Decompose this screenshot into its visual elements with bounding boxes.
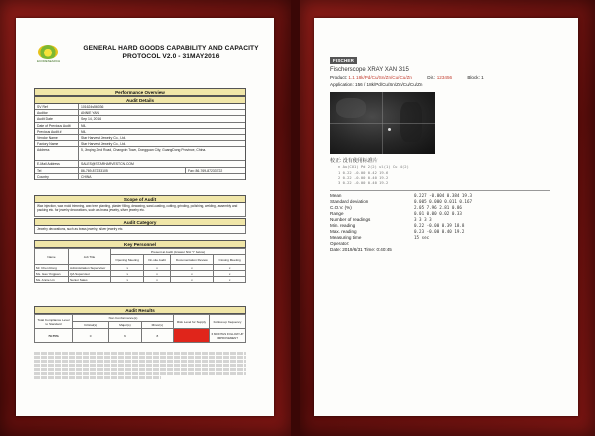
audit-results-header: Audit Results [34, 306, 246, 314]
table-row: Address 5, Jinqing 2nd Road, Changxin Town, Dongguan City, GuangDong Province, China. [35, 147, 245, 161]
table-row: Name Job Title Present at Audit (Answer N/A 'Y' below) [35, 249, 246, 255]
readings-columns: n Au(CU1) Pd 2(2) ul(1) Cu 4(2) [338, 164, 409, 169]
application-line: Application: 156 / 18k/Pd/Cu/Sn/Zn/Cu/Cu/Zn [330, 82, 423, 87]
scope-of-audit-header: Scope of Audit [34, 195, 246, 203]
audit-category-header: Audit Category [34, 218, 246, 226]
table-row: Country CHINA [35, 174, 245, 180]
operator-label: Operator: [330, 241, 350, 246]
table-row: SV Ref 101624s56036 [35, 104, 245, 110]
table-row: Total Compliance Level to Standard Non Conformance(s) Risk Level for Supply Follow-up frequency [35, 315, 246, 322]
table-row: Audit Date Sep 14, 2016 [35, 116, 245, 122]
table-row: Opening Meeting On-site Audit Documentation Review Closing Meeting [35, 255, 246, 265]
measurement-datetime: Date: 2019/6/31 Time: 0:40:45 [330, 247, 392, 252]
key-personnel-table [34, 248, 246, 283]
report-title [66, 45, 276, 61]
table-row: Mr. Chen Rong Administration Supervisor x x x x [35, 265, 246, 271]
instrument-name: Fischerscope XRAY XAN 315 [330, 67, 409, 73]
risk-level-indicator [174, 329, 210, 343]
reading-row: 1 0.22 -0.00 0.42 19.6 [338, 170, 389, 175]
table-row: Factory Name Star Harvest Jewelry Co., Ltd. [35, 141, 245, 147]
table-row: E-Mail Address SALES@STARHARVESTCN.COM [35, 161, 245, 167]
table-row: Previous Audit # NIL [35, 129, 245, 135]
table-row: Ms. Annie Lin Senior Sales x x x x [35, 277, 246, 283]
table-row: 79.75% 0 6 8 6 MONTHS FOLLOW UP IMPROVEMENT [35, 329, 246, 343]
product-line: Product: 1.1 18k/Pd/Cu/Sn/Zn/Cu/Cu/Zn Dir.: 123456 Block: 1 [330, 75, 484, 80]
footnote-block [34, 352, 246, 380]
audit-results-table [34, 314, 246, 343]
logo-emblem-icon [38, 45, 58, 59]
performance-overview-header: Performance Overview [34, 88, 246, 96]
report-title-line2: PROTOCOL V2.0 - 31MAY2016 [122, 53, 220, 60]
table-row: Auditor ANNIE YAN [35, 110, 245, 116]
company-logo [37, 45, 61, 65]
scope-of-audit-text: Wax injection, wax mold trimming, wax tree planting, plaster filling, dewaxing, sand-casting, cutting, grinding, polishing, welding, assembly and packing etc. for jewelry decorations, such as brass jewelry, silver jewelry etc. [34, 203, 246, 217]
frame-gap [291, 0, 300, 436]
table-row: Vendor Name Star Harvest Jewelry Co., Ltd. [35, 135, 245, 141]
key-personnel-header: Key Personnel [34, 240, 246, 248]
table-row: Tel 86-769-87233105 Fax: 86-769-87233722 [35, 168, 245, 174]
audit-details-table [34, 104, 246, 180]
table-row: Date of Previous Audit NIL [35, 123, 245, 129]
table-row: Ms. Gao Yingjuan QA Supervisor x x x x [35, 271, 246, 277]
audit-category-text: Jewelry decorations, such as brass jewelry, silver jewelry etc. [34, 226, 246, 234]
measurement-spot-icon [388, 128, 391, 131]
logo-text: ECORESEARCH [37, 59, 61, 63]
table-row: Critical(s) Major(s) Minor(s) [35, 322, 246, 329]
fischer-logo: FISCHER [330, 57, 357, 64]
audit-details-header: Audit Details [34, 96, 246, 104]
calibration-note: 校正: 没有使用标准片 [330, 158, 378, 164]
reading-row: 2 0.22 -0.00 0.40 19.2 [338, 175, 389, 180]
microscope-image [330, 92, 435, 154]
report-title-line1: GENERAL HARD GOODS CAPABILITY AND CAPACITY [83, 45, 259, 52]
reading-row: 3 0.22 -0.00 0.40 19.2 [338, 180, 389, 185]
